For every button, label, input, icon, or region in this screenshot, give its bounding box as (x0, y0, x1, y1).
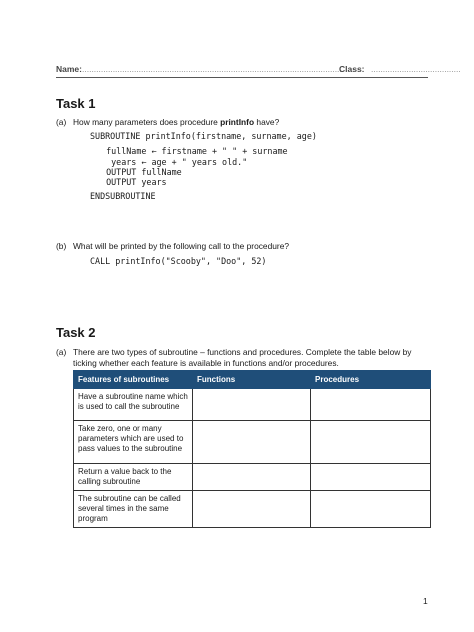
page-number: 1 (423, 596, 428, 606)
functions-cell[interactable] (193, 421, 311, 464)
table-row (74, 389, 431, 421)
code-line: ENDSUBROUTINE (90, 191, 156, 201)
procedures-cell[interactable] (311, 464, 431, 491)
functions-cell[interactable] (193, 491, 311, 528)
functions-cell[interactable] (193, 464, 311, 491)
question-text: ticking whether each feature is available in functions and/or procedures. (73, 358, 339, 368)
feature-cell: The subroutine can be called several times in the same program (74, 491, 193, 528)
table-header-row (74, 371, 431, 389)
code-line: OUTPUT fullName (96, 167, 182, 177)
procedures-cell[interactable] (311, 421, 431, 464)
functions-cell[interactable] (193, 389, 311, 421)
column-header: Functions (193, 371, 311, 389)
question-text-part: How many parameters does procedure (73, 117, 221, 127)
procedures-cell[interactable] (311, 389, 431, 421)
class-label: Class: (339, 64, 365, 74)
table-row (74, 491, 431, 528)
procedure-name: printInfo (220, 117, 255, 127)
task1-question-b (56, 241, 436, 253)
task2-title: Task 2 (56, 325, 96, 340)
name-field[interactable]: .............................................................................................................. (82, 64, 342, 74)
code-line: SUBROUTINE printInfo(firstname, surname, age) (90, 131, 317, 141)
name-label: Name: (56, 64, 82, 74)
task1-question-a (56, 117, 436, 129)
column-header: Features of subroutines (74, 371, 193, 389)
feature-cell: Have a subroutine name which is used to call the subroutine (74, 389, 193, 421)
code-line: fullName ← firstname + " " + surname (96, 146, 288, 156)
question-text: There are two types of subroutine – functions and procedures. Complete the table below by (73, 347, 412, 357)
features-table (73, 370, 431, 528)
feature-cell: Take zero, one or many parameters which are used to pass values to the subroutine (74, 421, 193, 464)
question-text (73, 117, 279, 128)
table-row (74, 421, 431, 464)
task1-title: Task 1 (56, 96, 96, 111)
table-row (74, 464, 431, 491)
feature-cell: Return a value back to the calling subroutine (74, 464, 193, 491)
code-line: years ← age + " years old." (96, 157, 248, 167)
task2-question-a (56, 347, 436, 371)
header-divider (56, 77, 428, 78)
procedures-cell[interactable] (311, 491, 431, 528)
question-text-part: have? (254, 117, 280, 127)
column-header: Procedures (311, 371, 431, 389)
class-field[interactable]: ...................................... (371, 64, 461, 74)
question-label: (a) (56, 117, 67, 127)
code-line: OUTPUT years (96, 177, 167, 187)
question-label: (a) (56, 347, 67, 357)
question-text: What will be printed by the following call to the procedure? (73, 241, 290, 251)
question-label: (b) (56, 241, 67, 251)
code-line: CALL printInfo("Scooby", "Doo", 52) (90, 256, 267, 266)
